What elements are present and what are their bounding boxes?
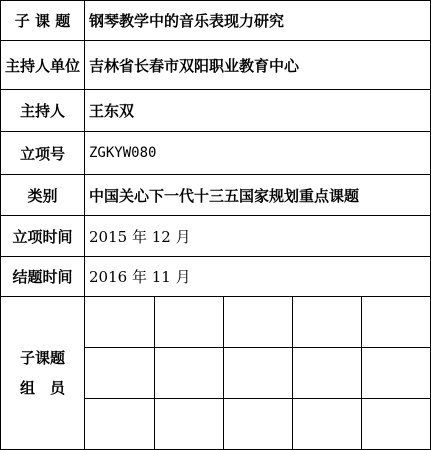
value-start-time: 2015 年 12 月 — [85, 216, 431, 257]
member-cell[interactable] — [292, 399, 361, 450]
label-end-time: 结题时间 — [1, 257, 85, 297]
label-members-line1: 子课题 — [19, 349, 65, 367]
member-cell[interactable] — [223, 297, 292, 348]
members-grid-row — [85, 297, 430, 348]
label-members-line2: 组 员 — [19, 379, 65, 397]
label-project-number: 立项号 — [1, 132, 85, 175]
value-host-unit: 吉林省长春市双阳职业教育中心 — [85, 41, 431, 90]
value-project-number: ZGKYW080 — [85, 132, 431, 175]
member-cell[interactable] — [292, 297, 361, 348]
label-host-unit: 主持人单位 — [1, 41, 85, 90]
row-host-unit — [1, 41, 431, 90]
members-grid-row — [85, 399, 430, 450]
label-subtopic: 子 课 题 — [1, 1, 85, 41]
value-end-time: 2016 年 11 月 — [85, 257, 431, 297]
member-cell[interactable] — [361, 399, 430, 450]
row-project-number — [1, 132, 431, 175]
members-grid-cell — [85, 297, 431, 450]
member-cell[interactable] — [154, 297, 223, 348]
member-cell[interactable] — [85, 297, 154, 348]
member-cell[interactable] — [223, 348, 292, 399]
row-subtopic — [1, 1, 431, 41]
row-host — [1, 90, 431, 132]
member-cell[interactable] — [292, 348, 361, 399]
member-cell[interactable] — [85, 348, 154, 399]
members-grid-row — [85, 348, 430, 399]
member-cell[interactable] — [85, 399, 154, 450]
label-start-time: 立项时间 — [1, 216, 85, 257]
member-cell[interactable] — [361, 348, 430, 399]
members-grid — [85, 297, 430, 449]
label-members — [1, 297, 85, 450]
member-cell[interactable] — [223, 399, 292, 450]
row-start-time — [1, 216, 431, 257]
value-subtopic: 钢琴教学中的音乐表现力研究 — [85, 1, 431, 41]
member-cell[interactable] — [154, 348, 223, 399]
value-host: 王东双 — [85, 90, 431, 132]
member-cell[interactable] — [361, 297, 430, 348]
row-category — [1, 175, 431, 216]
value-category: 中国关心下一代十三五国家规划重点课题 — [85, 175, 431, 216]
label-host: 主持人 — [1, 90, 85, 132]
label-category: 类别 — [1, 175, 85, 216]
row-members — [1, 297, 431, 450]
member-cell[interactable] — [154, 399, 223, 450]
row-end-time — [1, 257, 431, 297]
